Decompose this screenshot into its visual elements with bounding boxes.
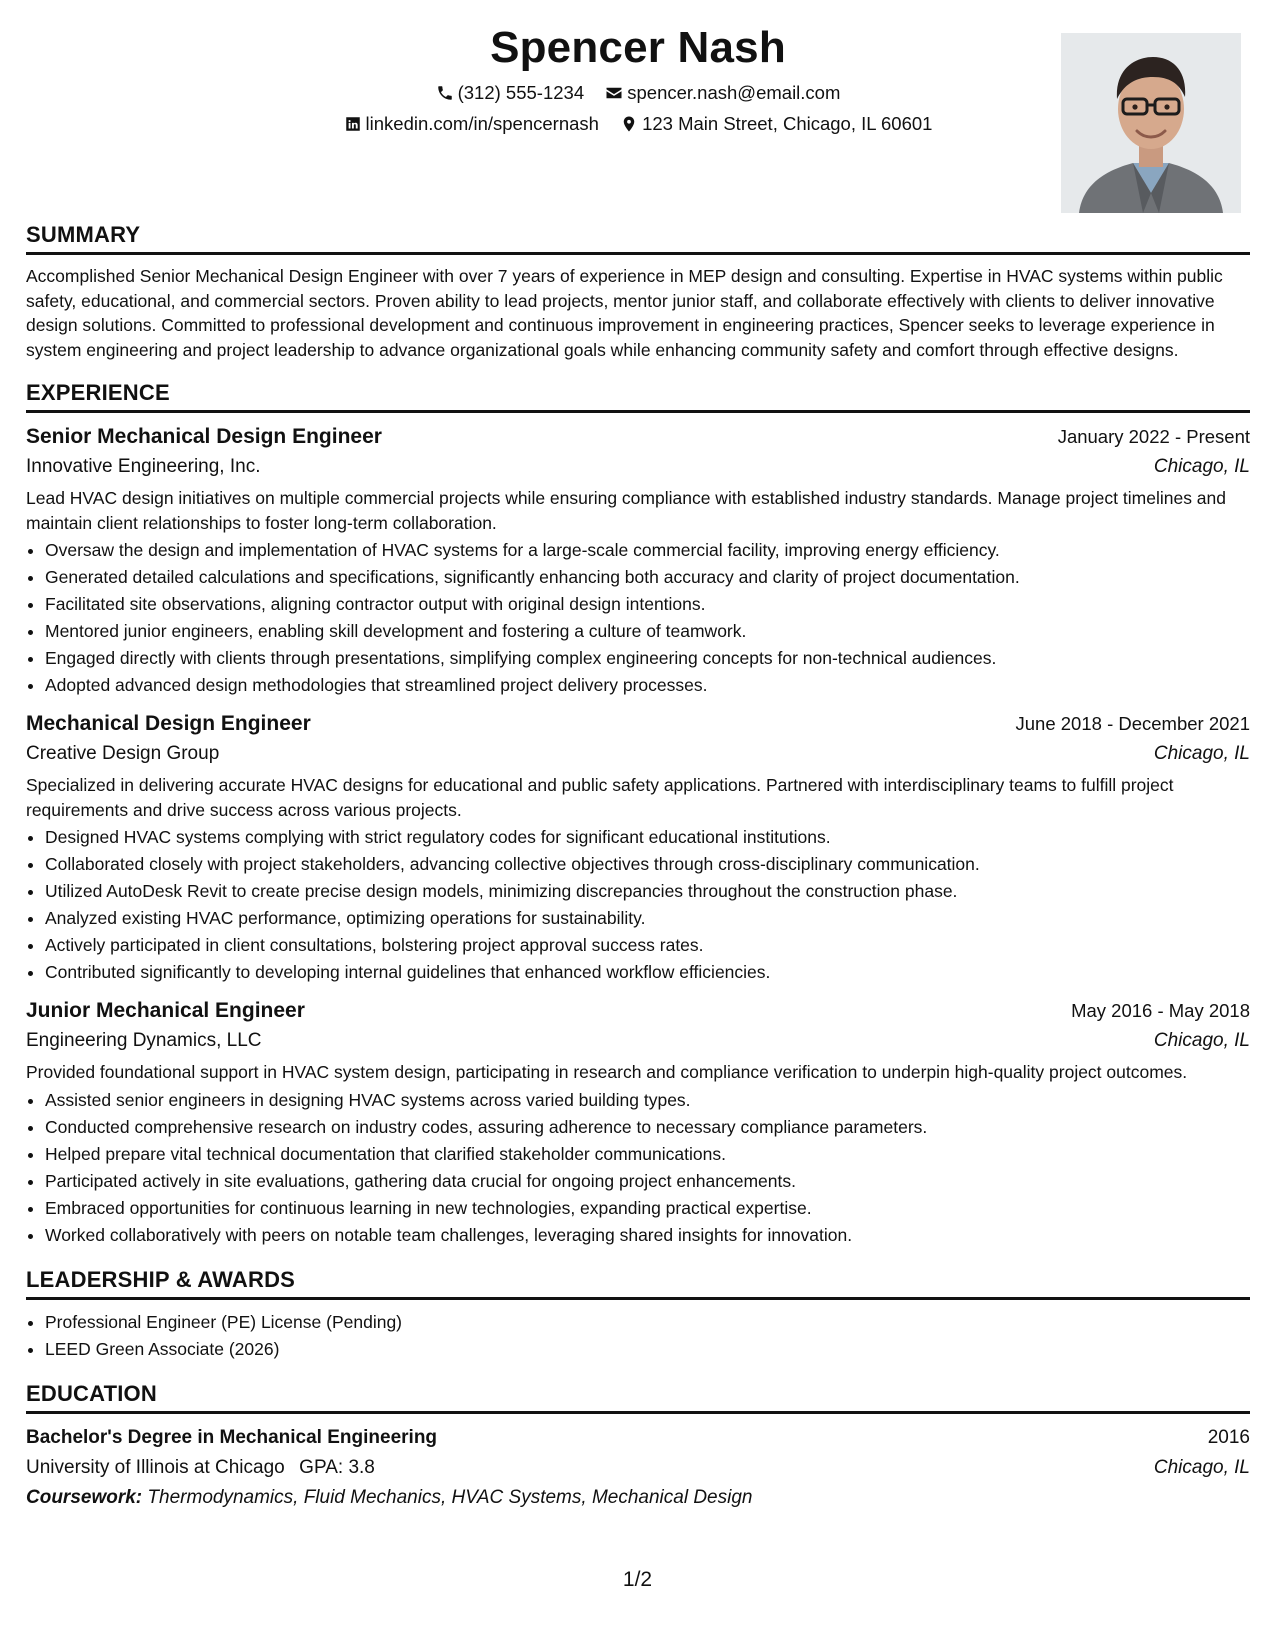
list-item: • Engaged directly with clients through presentations, simplifying complex engineering concepts for non-technical audiences. <box>45 645 1250 672</box>
coursework-list: Thermodynamics, Fluid Mechanics, HVAC Systems, Mechanical Design <box>147 1486 753 1508</box>
school-location: Chicago, IL <box>1153 1456 1250 1478</box>
list-item: • Oversaw the design and implementation of HVAC systems for a large-scale commercial facility, improving energy efficiency. <box>45 537 1250 564</box>
coursework-label: Coursework: <box>26 1486 143 1508</box>
list-item: • Designed HVAC systems complying with strict regulatory codes for significant educational institutions. <box>45 824 1250 851</box>
list-item: • LEED Green Associate (2026) <box>45 1336 1250 1363</box>
list-item: • Collaborated closely with project stakeholders, advancing collective objectives through cross-disciplinary communication. <box>45 851 1250 878</box>
list-item: • Embraced opportunities for continuous learning in new technologies, expanding practical expertise. <box>45 1195 1250 1222</box>
list-item: • Adopted advanced design methodologies that streamlined project delivery processes. <box>45 672 1250 699</box>
graduation-year: 2016 <box>1207 1426 1250 1448</box>
summary-section <box>26 222 1250 362</box>
job-title: Mechanical Design Engineer <box>26 712 311 735</box>
address-text: 123 Main Street, Chicago, IL 60601 <box>642 113 933 134</box>
job-description: Specialized in delivering accurate HVAC designs for educational and public safety applications. Partnered with interdisciplinary teams to fulfill project requirements and drive success across various projects. <box>26 775 1174 820</box>
leadership-list <box>26 1309 1250 1363</box>
job-dates: May 2016 - May 2018 <box>1071 1000 1250 1021</box>
education-section <box>26 1381 1250 1513</box>
job-dates: January 2022 - Present <box>1057 426 1250 447</box>
list-item: • Utilized AutoDesk Revit to create precise design models, minimizing discrepancies throughout the construction phase. <box>45 878 1250 905</box>
job-bullets <box>26 1087 1250 1249</box>
resume-page <box>26 0 1250 1513</box>
job-dates: June 2018 - December 2021 <box>1015 713 1250 734</box>
list-item: • Conducted comprehensive research on industry codes, assuring adherence to necessary compliance parameters. <box>45 1114 1250 1141</box>
experience-item <box>26 996 1250 1249</box>
experience-item <box>26 422 1250 699</box>
map-pin-icon <box>620 115 638 133</box>
leadership-section <box>26 1267 1250 1363</box>
degree-title: Bachelor's Degree in Mechanical Engineering <box>26 1426 438 1448</box>
contact-address <box>620 111 932 137</box>
contact-linkedin[interactable] <box>344 111 599 137</box>
job-location: Chicago, IL <box>1153 743 1250 764</box>
profile-photo <box>1061 33 1241 213</box>
avatar <box>1061 33 1241 213</box>
job-location: Chicago, IL <box>1153 1030 1250 1051</box>
gpa: GPA: 3.8 <box>299 1456 375 1478</box>
linkedin-text: linkedin.com/in/spencernash <box>365 113 599 134</box>
job-bullets <box>26 824 1250 986</box>
phone-icon <box>436 84 454 102</box>
list-item: • Actively participated in client consultations, bolstering project approval success rates. <box>45 932 1250 959</box>
list-item: • Generated detailed calculations and specifications, significantly enhancing both accuracy and clarity of project documentation. <box>45 564 1250 591</box>
email-text: spencer.nash@email.com <box>627 82 841 103</box>
section-title-education: EDUCATION <box>26 1381 1250 1414</box>
resume-header <box>26 0 1250 222</box>
company-name: Innovative Engineering, Inc. <box>26 456 261 477</box>
list-item: • Professional Engineer (PE) License (Pending) <box>45 1309 1250 1336</box>
section-title-summary: SUMMARY <box>26 222 1250 255</box>
experience-item <box>26 709 1250 986</box>
list-item: • Helped prepare vital technical documentation that clarified stakeholder communications. <box>45 1141 1250 1168</box>
section-title-leadership: LEADERSHIP & AWARDS <box>26 1267 1250 1300</box>
job-title: Senior Mechanical Design Engineer <box>26 425 382 448</box>
list-item: • Assisted senior engineers in designing HVAC systems across varied building types. <box>45 1087 1250 1114</box>
candidate-name: Spencer Nash <box>490 23 786 72</box>
list-item: • Facilitated site observations, aligning contractor output with original design intentions. <box>45 591 1250 618</box>
list-item: • Mentored junior engineers, enabling skill development and fostering a culture of teamwork. <box>45 618 1250 645</box>
section-title-experience: EXPERIENCE <box>26 380 1250 413</box>
company-name: Creative Design Group <box>26 743 220 764</box>
linkedin-icon <box>344 115 362 133</box>
list-item: • Worked collaboratively with peers on notable team challenges, leveraging shared insights for innovation. <box>45 1222 1250 1249</box>
job-location: Chicago, IL <box>1153 456 1250 477</box>
list-item: • Analyzed existing HVAC performance, optimizing operations for sustainability. <box>45 905 1250 932</box>
list-item: • Participated actively in site evaluations, gathering data crucial for ongoing project enhancements. <box>45 1168 1250 1195</box>
job-description: Lead HVAC design initiatives on multiple commercial projects while ensuring compliance with established industry standards. Manage project timelines and maintain client relationships to foster long-term collaboration. <box>26 488 1226 533</box>
job-bullets <box>26 537 1250 699</box>
company-name: Engineering Dynamics, LLC <box>26 1030 262 1051</box>
contact-email[interactable] <box>605 80 840 106</box>
page-number: 1/2 <box>622 1568 653 1591</box>
job-description: Provided foundational support in HVAC system design, participating in research and compliance verification to underpin high-quality project outcomes. <box>26 1062 1188 1082</box>
contact-phone[interactable] <box>436 80 585 106</box>
experience-section <box>26 380 1250 1249</box>
envelope-icon <box>605 84 623 102</box>
phone-text: (312) 555-1234 <box>457 82 585 103</box>
summary-text: Accomplished Senior Mechanical Design Engineer with over 7 years of experience in MEP design and consulting. Expertise in HVAC systems within public safety, educational, and commercial sectors. Proven ability to lead projects, mentor junior staff, and collaborate effectively with clients to deliver innovative design solutions. Committed to professional development and continuous improvement in engineering practices, Spencer seeks to leverage experience in system engineering and project leadership to advance organizational goals while enhancing community safety and comfort through effective designs. <box>26 266 1223 360</box>
list-item: • Contributed significantly to developing internal guidelines that enhanced workflow efficiencies. <box>45 959 1250 986</box>
job-title: Junior Mechanical Engineer <box>26 999 305 1022</box>
school-name: University of Illinois at Chicago <box>26 1456 285 1478</box>
coursework <box>26 1483 1250 1513</box>
